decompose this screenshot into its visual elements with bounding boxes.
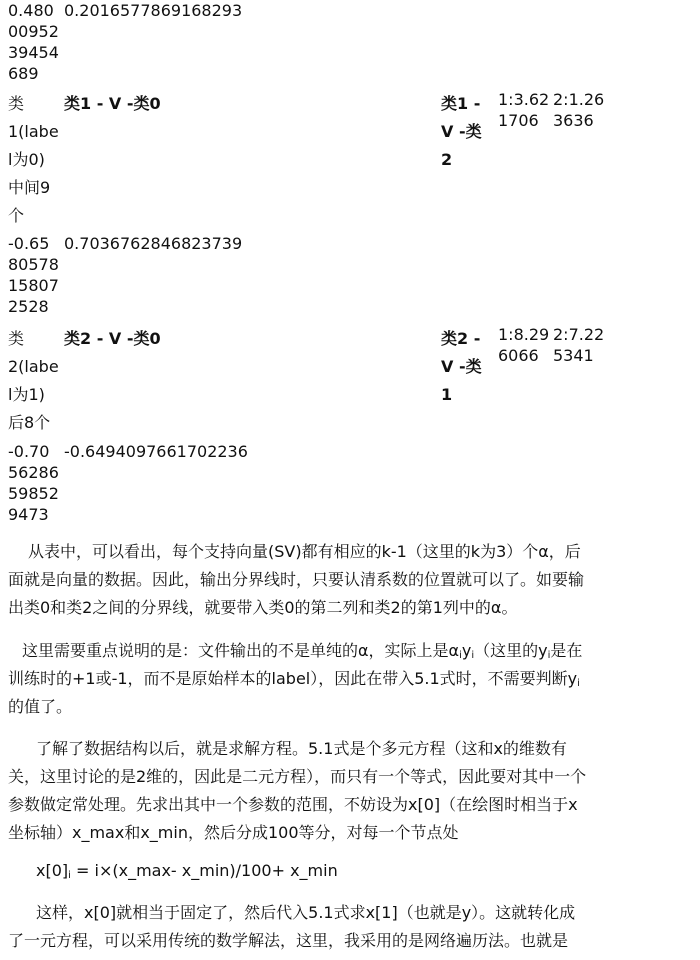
row2-col2-value: -0.6494097661702236 [64, 442, 248, 461]
row2-label: 类 2(labe l为1) 后8个 [8, 329, 59, 432]
paragraph-4: 这样，x[0]就相当于固定了，然后代入5.1式求x[1]（也就是y）。这就转化成了一元方程，可以采用传统的数学解法，这里，我采用的是网络遍历法。也就是 [8, 903, 576, 950]
row2-value-1: 1:8.29 6066 [498, 325, 550, 365]
row2-header-b: 类2 - V -类 1 [441, 329, 482, 404]
row1-value-2: 2:1.26 3636 [553, 90, 605, 130]
row2-header-a: 类2 - V -类0 [64, 329, 161, 348]
row1-value-1: 1:3.62 1706 [498, 90, 550, 130]
row1-col1-value: -0.65 80578 15807 2528 [8, 234, 59, 316]
row1-header-b: 类1 - V -类 2 [441, 94, 482, 169]
formula: $x[0]_i$ = i×(x_max- x_min)/100+ x_min [36, 861, 338, 881]
paragraph-3: 了解了数据结构以后，就是求解方程。5.1式是个多元方程（这和x的维数有关，这里讨论的是2维的，因此是二元方程），而只有一个等式，因此要对其中一个参数做定常处理。先求出其中一个参数的范围，不妨设为x[0]（在绘图时相当于x坐标轴）x_max和x_min，然后分成100等分，对每一个节点处 [8, 739, 587, 842]
row1-col2-value: 0.7036762846823739 [64, 234, 243, 253]
row2-value-2: 2:7.22 5341 [553, 325, 605, 365]
top-col1-value: 0.480 00952 39454 689 [8, 1, 59, 83]
row1-header-a: 类1 - V -类0 [64, 94, 161, 113]
row2-col1-value: -0.70 56286 59852 9473 [8, 442, 59, 524]
paragraph-1: 从表中，可以看出，每个支持向量(SV)都有相应的k-1（这里的k为3）个α，后面就是向量的数据。因此，输出分界线时，只要认清系数的位置就可以了。如要输出类0和类2之间的分界线，就要带入类0的第二列和类2的第1列中的α。 [8, 542, 585, 617]
top-col2-value: 0.2016577869168293 [64, 1, 243, 20]
row1-label: 类 1(labe l为0) 中间9 个 [8, 94, 59, 225]
paragraph-2: 这里需要重点说明的是：文件输出的不是单纯的α，实际上是$\alpha_iy_i$（这里的$y_i$是在训练时的+1或-1，而不是原始样本的label），因此在带入5.1式时，不需要判断$y_i$的值了。 [8, 641, 583, 716]
